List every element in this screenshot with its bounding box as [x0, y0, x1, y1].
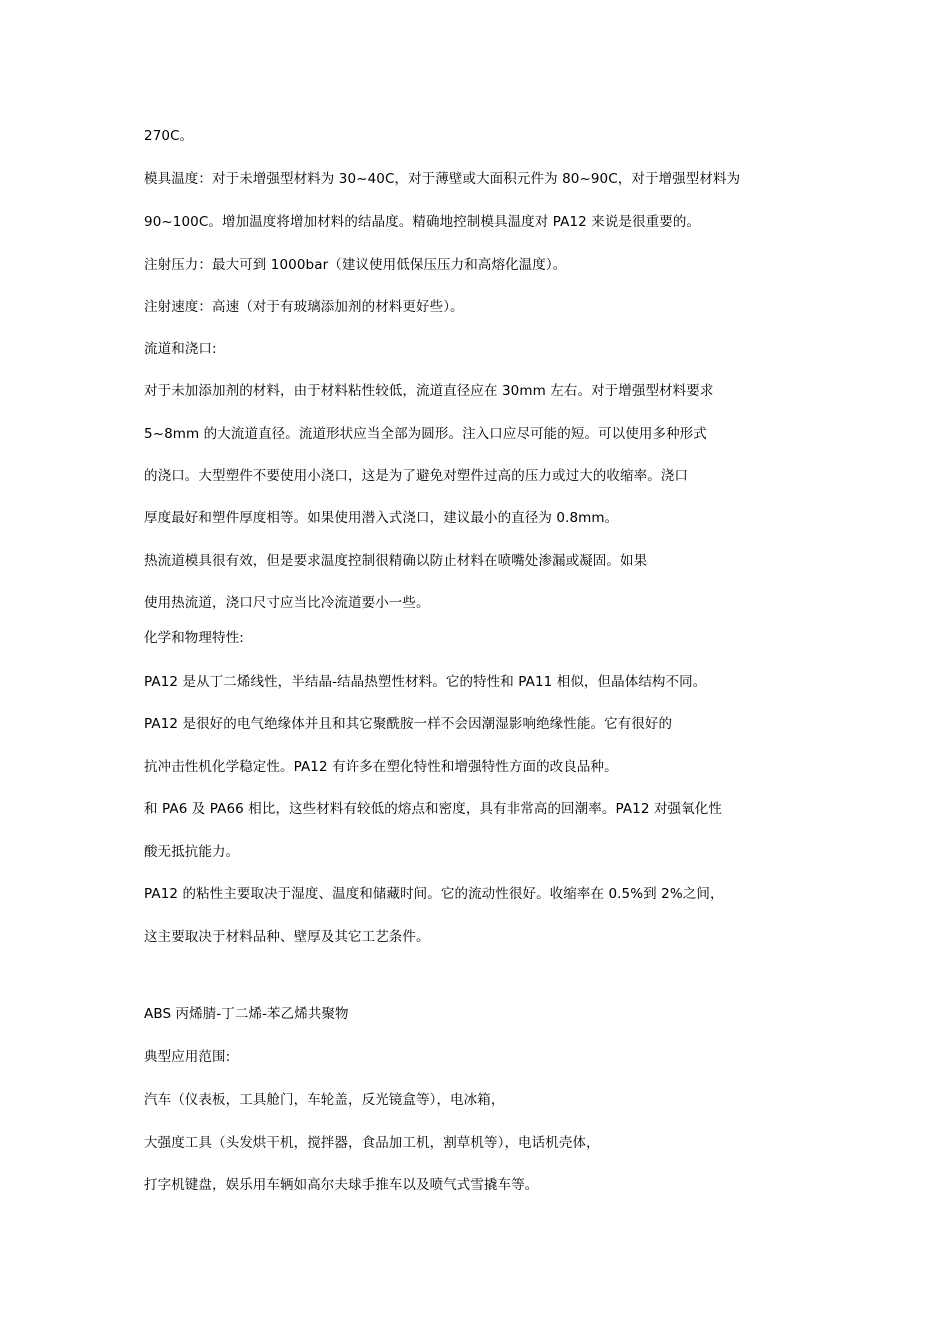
text-line: 模具温度：对于未增强型材料为 30~40C，对于薄壁或大面积元件为 80~90C，对于增强型材料为 — [144, 171, 741, 187]
text-line: 5~8mm 的大流道直径。流道形状应当全部为圆形。注入口应尽可能的短。可以使用多种形式 — [144, 426, 707, 442]
text-line: PA12 是从丁二烯线性，半结晶-结晶热塑性材料。它的特性和 PA11 相似，但晶体结构不同。 — [144, 674, 707, 690]
text-line: PA12 的粘性主要取决于湿度、温度和储藏时间。它的流动性很好。收缩率在 0.5%到 2%之间， — [144, 886, 724, 902]
section-heading: 化学和物理特性: — [144, 630, 244, 646]
text-line: 大强度工具（头发烘干机，搅拌器，食品加工机，割草机等），电话机壳体， — [144, 1135, 600, 1151]
section-heading: 流道和浇口: — [144, 341, 217, 357]
text-line: 和 PA6 及 PA66 相比，这些材料有较低的熔点和密度，具有非常高的回潮率。PA12 对强氧化性 — [144, 801, 722, 817]
text-line: 汽车（仪表板，工具舱门，车轮盖，反光镜盒等），电冰箱， — [144, 1092, 505, 1108]
text-line: 对于未加添加剂的材料，由于材料粘性较低，流道直径应在 30mm 左右。对于增强型材料要求 — [144, 383, 714, 399]
text-line: 这主要取决于材料品种、壁厚及其它工艺条件。 — [144, 929, 430, 945]
text-line: 的浇口。大型塑件不要使用小浇口，这是为了避免对塑件过高的压力或过大的收缩率。浇口 — [144, 468, 688, 484]
text-line: 270C。 — [144, 128, 194, 144]
text-line: PA12 是很好的电气绝缘体并且和其它聚酰胺一样不会因潮湿影响绝缘性能。它有很好的 — [144, 716, 673, 732]
text-line: 注射压力：最大可到 1000bar（建议使用低保压压力和高熔化温度）。 — [144, 257, 567, 273]
text-line: 注射速度：高速（对于有玻璃添加剂的材料更好些）。 — [144, 299, 464, 315]
section-title: ABS 丙烯腈-丁二烯-苯乙烯共聚物 — [144, 1006, 349, 1022]
text-line: 使用热流道，浇口尺寸应当比冷流道要小一些。 — [144, 595, 430, 611]
section-heading: 典型应用范围: — [144, 1049, 231, 1065]
text-line: 90~100C。增加温度将增加材料的结晶度。精确地控制模具温度对 PA12 来说是很重要的。 — [144, 214, 701, 230]
text-line: 打字机键盘，娱乐用车辆如高尔夫球手推车以及喷气式雪撬车等。 — [144, 1177, 539, 1193]
text-line: 酸无抵抗能力。 — [144, 844, 240, 860]
text-line: 热流道模具很有效，但是要求温度控制很精确以防止材料在喷嘴处渗漏或凝固。如果 — [144, 553, 648, 569]
text-line: 抗冲击性机化学稳定性。PA12 有许多在塑化特性和增强特性方面的改良品种。 — [144, 759, 618, 775]
text-line: 厚度最好和塑件厚度相等。如果使用潜入式浇口，建议最小的直径为 0.8mm。 — [144, 510, 619, 526]
